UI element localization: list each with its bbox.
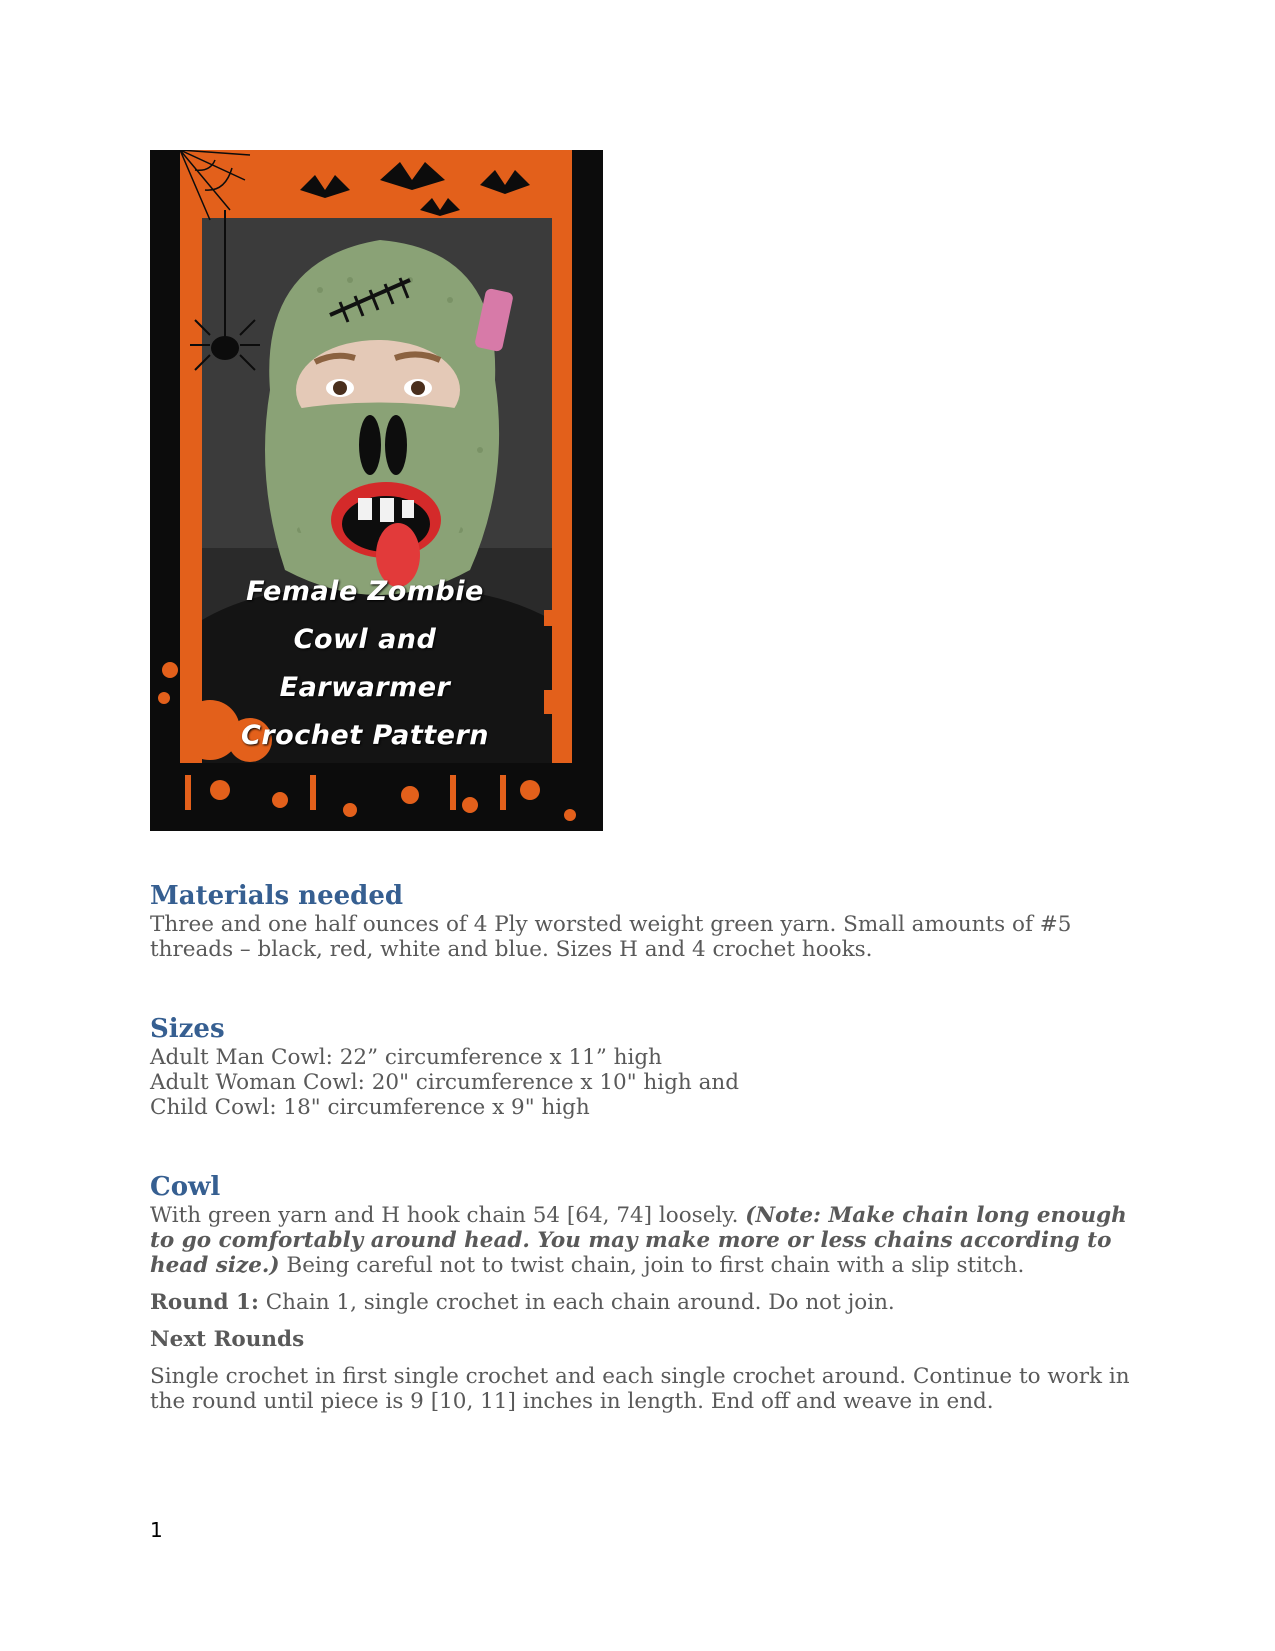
- cowl-intro-end: Being careful not to twist chain, join to first chain with a slip stitch.: [279, 1253, 1025, 1278]
- size-line-woman: Adult Woman Cowl: 20" circumference x 10" high and: [150, 1070, 740, 1095]
- materials-text: Three and one half ounces of 4 Ply worsted weight green yarn. Small amounts of #5 threads – black, red, white and blue. Sizes H and 4 crochet hooks.: [150, 912, 1072, 962]
- round-1-text: Chain 1, single crochet in each chain around. Do not join.: [258, 1290, 895, 1315]
- sizes-section: [150, 1013, 1130, 1120]
- sizes-heading: Sizes: [150, 1014, 225, 1044]
- cowl-section: [150, 1171, 1130, 1414]
- size-line-man: Adult Man Cowl: 22” circumference x 11” high: [150, 1045, 663, 1070]
- cowl-intro-start: With green yarn and H hook chain 54 [64, 74] loosely.: [150, 1203, 746, 1228]
- cover-title-line: Crochet Pattern: [241, 720, 489, 751]
- pattern-content: [150, 880, 1130, 1414]
- size-line-child: Child Cowl: 18" circumference x 9" high: [150, 1095, 590, 1120]
- next-rounds-text: Single crochet in first single crochet and each single crochet around. Continue to work in the round until piece is 9 [10, 11] inches in length. End off and weave in end.: [150, 1364, 1130, 1414]
- cowl-intro: [150, 1203, 1130, 1278]
- page-number: 1: [150, 1518, 163, 1542]
- cover-title-line: Female Zombie: [246, 576, 484, 607]
- materials-section: [150, 880, 1130, 962]
- cover-title: [210, 568, 520, 760]
- cover-image: [150, 150, 603, 831]
- sizes-list: [150, 1045, 1130, 1120]
- cowl-heading: Cowl: [150, 1172, 221, 1202]
- next-rounds-label: Next Rounds: [150, 1327, 305, 1352]
- round-1-label: Round 1:: [150, 1290, 259, 1315]
- cowl-intro-note: (Note: Make chain long enough to go comfortably around head. You may make more or less chains according to head size.): [150, 1203, 1127, 1278]
- cover-title-line: Cowl and Earwarmer: [279, 624, 451, 703]
- materials-heading: Materials needed: [150, 881, 404, 911]
- round-1: [150, 1290, 1130, 1315]
